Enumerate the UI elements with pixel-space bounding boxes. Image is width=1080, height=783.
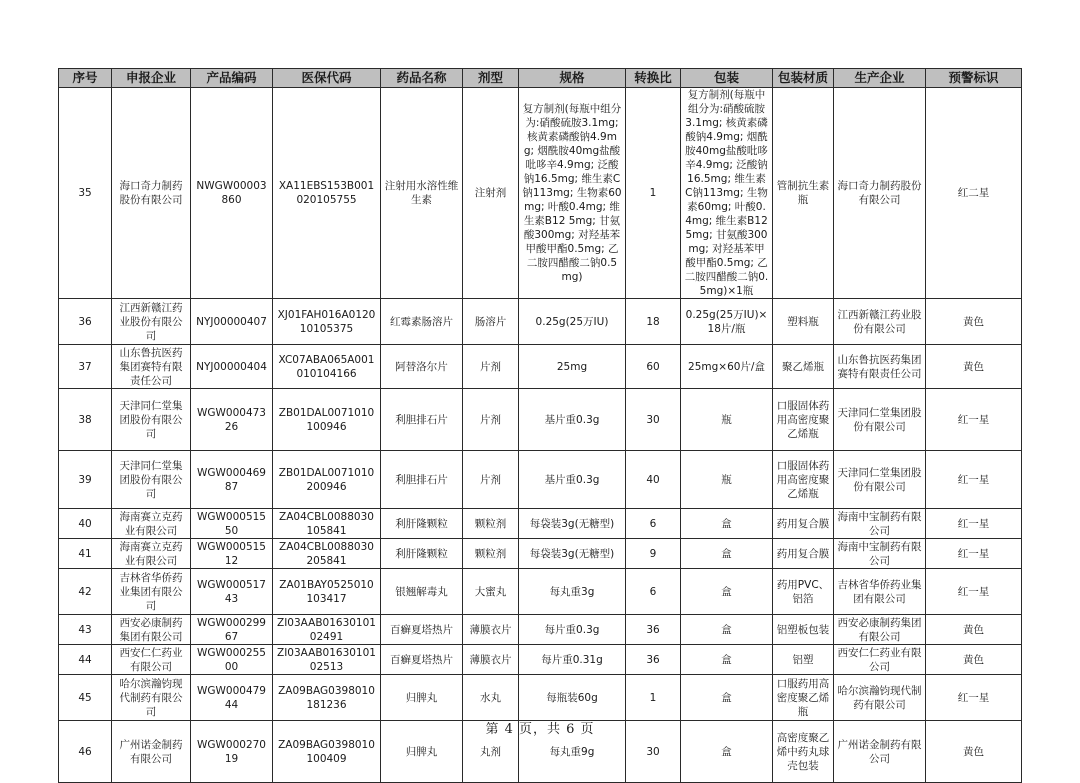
spec-cell: 每丸重3g [519, 569, 626, 615]
row-seq: 44 [59, 645, 112, 675]
ratio-cell: 9 [626, 539, 681, 569]
col-header-seq: 序号 [59, 69, 112, 88]
warning-cell: 黄色 [926, 645, 1022, 675]
manufacturer-cell: 广州诺金制药有限公司 [834, 721, 926, 783]
packaging-cell: 盒 [681, 615, 773, 645]
drug-name-cell: 阿替洛尔片 [381, 345, 463, 389]
form-cell: 片剂 [463, 345, 519, 389]
company-cell: 西安必康制药集团有限公司 [112, 615, 191, 645]
insurance-code-cell: ZA09BAG0398010181236 [273, 675, 381, 721]
product-code-cell: WGW00051743 [191, 569, 273, 615]
packaging-cell: 盒 [681, 539, 773, 569]
product-code-cell: WGW00029967 [191, 615, 273, 645]
warning-cell: 黄色 [926, 299, 1022, 345]
ratio-cell: 30 [626, 389, 681, 451]
spec-cell: 25mg [519, 345, 626, 389]
manufacturer-cell: 西安必康制药集团有限公司 [834, 615, 926, 645]
drug-name-cell: 利肝隆颗粒 [381, 509, 463, 539]
material-cell: 口服药用高密度聚乙烯瓶 [773, 675, 834, 721]
material-cell: 铝塑 [773, 645, 834, 675]
spec-cell: 每袋装3g(无糖型) [519, 509, 626, 539]
warning-cell: 红一星 [926, 451, 1022, 509]
packaging-cell: 25mg×60片/盒 [681, 345, 773, 389]
col-header-drug-name: 药品名称 [381, 69, 463, 88]
company-cell: 西安仁仁药业有限公司 [112, 645, 191, 675]
material-cell: 管制抗生素瓶 [773, 88, 834, 299]
row-seq: 35 [59, 88, 112, 299]
warning-cell: 红一星 [926, 569, 1022, 615]
table-row [59, 509, 1022, 539]
material-cell: 药用复合膜 [773, 509, 834, 539]
drug-name-cell: 银翘解毒丸 [381, 569, 463, 615]
form-cell: 丸剂 [463, 721, 519, 783]
manufacturer-cell: 天津同仁堂集团股份有限公司 [834, 451, 926, 509]
table-row [59, 539, 1022, 569]
warning-cell: 红一星 [926, 675, 1022, 721]
ratio-cell: 18 [626, 299, 681, 345]
packaging-cell: 盒 [681, 509, 773, 539]
insurance-code-cell: ZA01BAY0525010103417 [273, 569, 381, 615]
drug-name-cell: 利肝隆颗粒 [381, 539, 463, 569]
drug-table [58, 68, 1022, 783]
spec-cell: 每丸重9g [519, 721, 626, 783]
col-header-product-code: 产品编码 [191, 69, 273, 88]
packaging-cell: 复方制剂(每瓶中组分为:硝酸硫胺3.1mg; 核黄素磷酸钠4.9mg; 烟酰胺40mg盐酸吡哆辛4.9mg; 泛酸钠16.5mg; 维生素C钠113mg; 生物素60mg; 叶酸0.4mg; 维生素B12 5mg; 甘氨酸300mg; 对羟基苯甲酸甲酯0.5mg; 乙二胺四醋酸二钠0.5mg)×1瓶 [681, 88, 773, 299]
form-cell: 大蜜丸 [463, 569, 519, 615]
product-code-cell: WGW00046987 [191, 451, 273, 509]
table-row [59, 88, 1022, 299]
product-code-cell: WGW00047944 [191, 675, 273, 721]
ratio-cell: 36 [626, 645, 681, 675]
drug-name-cell: 归脾丸 [381, 675, 463, 721]
manufacturer-cell: 海口奇力制药股份有限公司 [834, 88, 926, 299]
col-header-material: 包装材质 [773, 69, 834, 88]
company-cell: 海口奇力制药股份有限公司 [112, 88, 191, 299]
row-seq: 41 [59, 539, 112, 569]
insurance-code-cell: ZB01DAL0071010200946 [273, 451, 381, 509]
insurance-code-cell: ZB01DAL0071010100946 [273, 389, 381, 451]
manufacturer-cell: 哈尔滨瀚钧现代制药有限公司 [834, 675, 926, 721]
warning-cell: 红一星 [926, 509, 1022, 539]
product-code-cell: NWGW00003860 [191, 88, 273, 299]
form-cell: 片剂 [463, 389, 519, 451]
row-seq: 40 [59, 509, 112, 539]
material-cell: 药用PVC、铝箔 [773, 569, 834, 615]
packaging-cell: 0.25g(25万IU)×18片/瓶 [681, 299, 773, 345]
table-row [59, 675, 1022, 721]
warning-cell: 黄色 [926, 345, 1022, 389]
material-cell: 聚乙烯瓶 [773, 345, 834, 389]
col-header-spec: 规格 [519, 69, 626, 88]
manufacturer-cell: 江西新赣江药业股份有限公司 [834, 299, 926, 345]
packaging-cell: 盒 [681, 645, 773, 675]
ratio-cell: 1 [626, 675, 681, 721]
header-row [59, 69, 1022, 88]
table-row [59, 569, 1022, 615]
drug-name-cell: 百癣夏塔热片 [381, 615, 463, 645]
col-header-insurance-code: 医保代码 [273, 69, 381, 88]
material-cell: 口服固体药用高密度聚乙烯瓶 [773, 389, 834, 451]
col-header-warning: 预警标识 [926, 69, 1022, 88]
col-header-form: 剂型 [463, 69, 519, 88]
ratio-cell: 30 [626, 721, 681, 783]
material-cell: 口服固体药用高密度聚乙烯瓶 [773, 451, 834, 509]
row-seq: 37 [59, 345, 112, 389]
table-row [59, 615, 1022, 645]
insurance-code-cell: XC07ABA065A001010104166 [273, 345, 381, 389]
manufacturer-cell: 天津同仁堂集团股份有限公司 [834, 389, 926, 451]
warning-cell: 红二星 [926, 88, 1022, 299]
manufacturer-cell: 海南中宝制药有限公司 [834, 509, 926, 539]
table-row [59, 299, 1022, 345]
material-cell: 塑料瓶 [773, 299, 834, 345]
col-header-packaging: 包装 [681, 69, 773, 88]
row-seq: 46 [59, 721, 112, 783]
insurance-code-cell: ZA09BAG0398010100409 [273, 721, 381, 783]
packaging-cell: 盒 [681, 675, 773, 721]
col-header-ratio: 转换比 [626, 69, 681, 88]
warning-cell: 黄色 [926, 721, 1022, 783]
insurance-code-cell: ZA04CBL0088030105841 [273, 509, 381, 539]
ratio-cell: 6 [626, 569, 681, 615]
insurance-code-cell: ZI03AAB0163010102513 [273, 645, 381, 675]
manufacturer-cell: 山东鲁抗医药集团赛特有限责任公司 [834, 345, 926, 389]
drug-name-cell: 百癣夏塔热片 [381, 645, 463, 675]
col-header-manufacturer: 生产企业 [834, 69, 926, 88]
drug-name-cell: 利胆排石片 [381, 389, 463, 451]
ratio-cell: 60 [626, 345, 681, 389]
col-header-company: 申报企业 [112, 69, 191, 88]
form-cell: 颗粒剂 [463, 539, 519, 569]
spec-cell: 每瓶装60g [519, 675, 626, 721]
material-cell: 高密度聚乙烯中药丸球壳包装 [773, 721, 834, 783]
spec-cell: 每片重0.3g [519, 615, 626, 645]
manufacturer-cell: 海南中宝制药有限公司 [834, 539, 926, 569]
packaging-cell: 瓶 [681, 451, 773, 509]
ratio-cell: 6 [626, 509, 681, 539]
row-seq: 43 [59, 615, 112, 645]
form-cell: 肠溶片 [463, 299, 519, 345]
ratio-cell: 36 [626, 615, 681, 645]
table-row [59, 645, 1022, 675]
warning-cell: 黄色 [926, 615, 1022, 645]
table-row [59, 345, 1022, 389]
company-cell: 天津同仁堂集团股份有限公司 [112, 389, 191, 451]
table-row [59, 451, 1022, 509]
form-cell: 片剂 [463, 451, 519, 509]
spec-cell: 基片重0.3g [519, 389, 626, 451]
product-code-cell: NYJ00000404 [191, 345, 273, 389]
company-cell: 天津同仁堂集团股份有限公司 [112, 451, 191, 509]
product-code-cell: NYJ00000407 [191, 299, 273, 345]
company-cell: 山东鲁抗医药集团赛特有限责任公司 [112, 345, 191, 389]
table-row [59, 389, 1022, 451]
product-code-cell: WGW00051512 [191, 539, 273, 569]
ratio-cell: 40 [626, 451, 681, 509]
row-seq: 45 [59, 675, 112, 721]
product-code-cell: WGW00051550 [191, 509, 273, 539]
drug-name-cell: 红霉素肠溶片 [381, 299, 463, 345]
product-code-cell: WGW00025500 [191, 645, 273, 675]
drug-name-cell: 注射用水溶性维生素 [381, 88, 463, 299]
drug-name-cell: 归脾丸 [381, 721, 463, 783]
company-cell: 广州诺金制药有限公司 [112, 721, 191, 783]
packaging-cell: 盒 [681, 569, 773, 615]
company-cell: 吉林省华侨药业集团有限公司 [112, 569, 191, 615]
form-cell: 薄膜衣片 [463, 615, 519, 645]
company-cell: 哈尔滨瀚钧现代制药有限公司 [112, 675, 191, 721]
material-cell: 药用复合膜 [773, 539, 834, 569]
form-cell: 颗粒剂 [463, 509, 519, 539]
manufacturer-cell: 吉林省华侨药业集团有限公司 [834, 569, 926, 615]
form-cell: 薄膜衣片 [463, 645, 519, 675]
warning-cell: 红一星 [926, 389, 1022, 451]
material-cell: 铝塑板包装 [773, 615, 834, 645]
page-footer: 第 4 页，共 6 页 [485, 722, 595, 737]
warning-cell: 红一星 [926, 539, 1022, 569]
product-code-cell: WGW00027019 [191, 721, 273, 783]
manufacturer-cell: 西安仁仁药业有限公司 [834, 645, 926, 675]
form-cell: 水丸 [463, 675, 519, 721]
product-code-cell: WGW00047326 [191, 389, 273, 451]
insurance-code-cell: ZI03AAB0163010102491 [273, 615, 381, 645]
packaging-cell: 瓶 [681, 389, 773, 451]
company-cell: 海南赛立克药业有限公司 [112, 539, 191, 569]
company-cell: 海南赛立克药业有限公司 [112, 509, 191, 539]
spec-cell: 复方制剂(每瓶中组分为:硝酸硫胺3.1mg; 核黄素磷酸钠4.9mg; 烟酰胺40mg盐酸吡哆辛4.9mg; 泛酸钠16.5mg; 维生素C钠113mg; 生物素60mg; 叶酸0.4mg; 维生素B12 5mg; 甘氨酸300mg; 对羟基苯甲酸甲酯0.5mg; 乙二胺四醋酸二钠0.5mg) [519, 88, 626, 299]
insurance-code-cell: ZA04CBL0088030205841 [273, 539, 381, 569]
spec-cell: 0.25g(25万IU) [519, 299, 626, 345]
form-cell: 注射剂 [463, 88, 519, 299]
row-seq: 39 [59, 451, 112, 509]
spec-cell: 基片重0.3g [519, 451, 626, 509]
company-cell: 江西新赣江药业股份有限公司 [112, 299, 191, 345]
row-seq: 38 [59, 389, 112, 451]
packaging-cell: 盒 [681, 721, 773, 783]
spec-cell: 每袋装3g(无糖型) [519, 539, 626, 569]
spec-cell: 每片重0.31g [519, 645, 626, 675]
drug-name-cell: 利胆排石片 [381, 451, 463, 509]
row-seq: 36 [59, 299, 112, 345]
insurance-code-cell: XA11EBS153B001020105755 [273, 88, 381, 299]
row-seq: 42 [59, 569, 112, 615]
ratio-cell: 1 [626, 88, 681, 299]
insurance-code-cell: XJ01FAH016A012010105375 [273, 299, 381, 345]
